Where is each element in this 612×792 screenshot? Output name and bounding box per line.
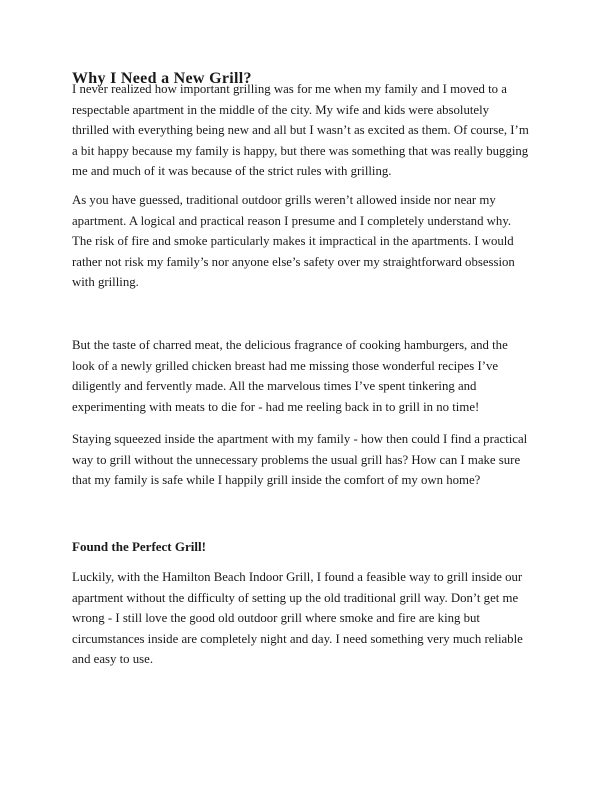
text-line: way to grill without the unnecessary problems the usual grill has? How can I make sure — [72, 452, 521, 467]
text-line: look of a newly grilled chicken breast had me missing those wonderful recipes I’ve — [72, 358, 499, 373]
text-line: But the taste of charred meat, the delicious fragrance of cooking hamburgers, and the — [72, 338, 508, 352]
text-line: diligently and fervently made. All the marvelous times I’ve spent tinkering and — [72, 379, 477, 393]
paragraph-5 — [72, 567, 552, 670]
text-line: wrong - I still love the good old outdoor grill where smoke and fire are king but — [72, 611, 480, 625]
text-line: a bit happy because my family is happy, but there was something that was really bugging — [72, 143, 529, 158]
text-line: me and much of it was because of the strict rules with grilling. — [72, 164, 392, 178]
text-line: apartment without the difficulty of setting up the old traditional grill way. Don’t get me — [72, 590, 519, 605]
text-line: Luckily, with the Hamilton Beach Indoor Grill, I found a feasible way to grill inside our — [72, 570, 523, 584]
paragraph-3 — [72, 335, 552, 417]
text-line: experimenting with meats to die for - had me reeling back in to grill in no time! — [72, 399, 480, 414]
text-line: The risk of fire and smoke particularly makes it impractical in the apartments. I would — [72, 234, 514, 248]
text-line: with grilling. — [72, 275, 139, 289]
text-line: and easy to use. — [72, 652, 154, 666]
text-line: Staying squeezed inside the apartment with my family - how then could I find a practical — [72, 432, 528, 446]
paragraph-4 — [72, 429, 552, 491]
paragraph-1 — [72, 79, 552, 182]
text-line: rather not risk my family’s nor anyone else’s safety over my straightforward obsession — [72, 254, 515, 269]
text-line: respectable apartment in the middle of the city. My wife and kids were absolutely — [72, 102, 490, 117]
text-line: thrilled with everything being new and all but I wasn’t as excited as them. Of course, I’m — [72, 123, 529, 137]
text-line: that my family is safe while I happily grill inside the comfort of my own home? — [72, 473, 481, 487]
text-line: apartment. A logical and practical reason I presume and I completely understand why. — [72, 213, 512, 228]
paragraph-2 — [72, 190, 552, 293]
section-heading: Found the Perfect Grill! — [72, 539, 206, 554]
text-line: I never realized how important grilling was for me when my family and I moved to a — [72, 82, 507, 96]
text-line: circumstances inside are completely night and day. I need something very much reliable — [72, 631, 523, 646]
text-line: As you have guessed, traditional outdoor grills weren’t allowed inside nor near my — [72, 193, 496, 207]
page-title: Why I Need a New Grill? — [72, 70, 252, 87]
